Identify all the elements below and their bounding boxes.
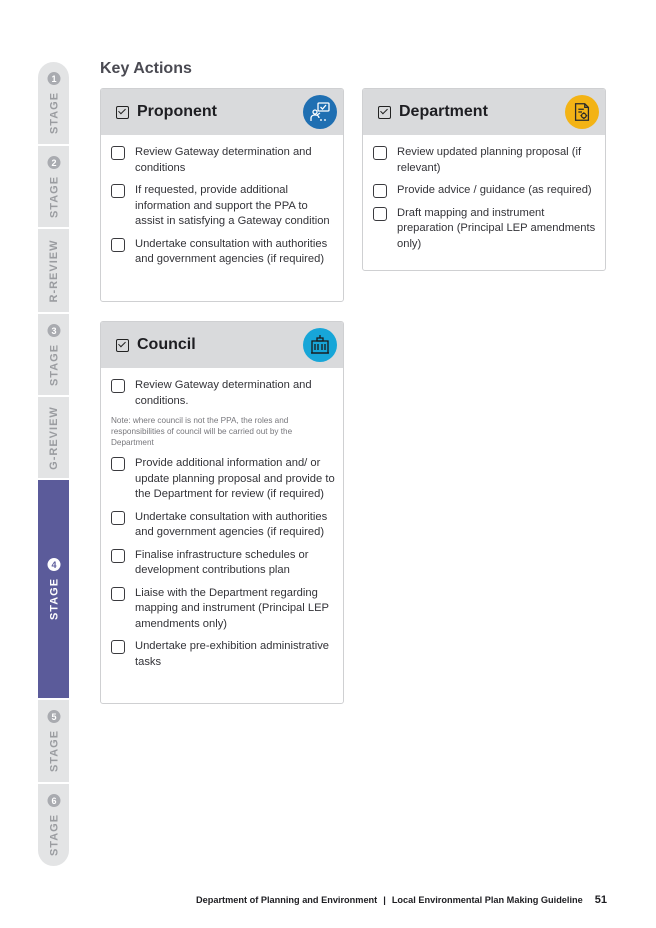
tab-r-review[interactable] (38, 229, 69, 312)
footer-doc-title: Local Environmental Plan Making Guideline (391, 895, 583, 905)
checkbox-icon (116, 339, 129, 352)
item-text: If requested, provide additional information and support the PPA to assist in satisfying a Gateway condition (135, 184, 330, 227)
item-text: Finalise infrastructure schedules or development contributions plan (135, 548, 309, 576)
card-title: Department (399, 103, 488, 120)
tab-label: STAGE (47, 175, 60, 218)
tab-stage-4[interactable] (38, 480, 69, 698)
card-title: Proponent (137, 103, 217, 120)
item-text: Liaise with the Department regarding mapping and instrument (Principal LEP amendments only) (135, 586, 329, 630)
tab-label: STAGE (47, 729, 60, 773)
checkbox[interactable] (111, 146, 125, 160)
tab-stage-6[interactable] (38, 784, 69, 866)
tab-label: G-REVIEW (47, 405, 60, 470)
tab-stage-2[interactable] (38, 146, 69, 227)
checkbox[interactable] (111, 511, 125, 525)
checkbox[interactable] (373, 207, 387, 221)
checklist-item[interactable] (111, 639, 335, 670)
item-text: Provide advice / guidance (as required) (397, 184, 592, 196)
item-text: Review updated planning proposal (if relevant) (397, 146, 582, 174)
presenter-icon (303, 95, 337, 129)
checkbox[interactable] (111, 184, 125, 198)
card-header (101, 89, 343, 135)
tab-stage-5[interactable] (38, 700, 69, 782)
checkbox[interactable] (111, 549, 125, 563)
card-header (363, 89, 605, 135)
tab-stage-1[interactable] (38, 62, 69, 144)
checkbox-icon (116, 106, 129, 119)
footer-separator: | (383, 895, 386, 905)
item-text: Undertake consultation with authorities and government agencies (if required) (135, 237, 328, 265)
checklist-item[interactable] (373, 145, 597, 176)
checklist-item[interactable] (111, 510, 335, 541)
tab-label: STAGE (47, 91, 60, 135)
department-card (362, 88, 606, 271)
tab-number: 4 (47, 558, 60, 571)
checklist-item[interactable] (111, 586, 335, 633)
checkbox[interactable] (111, 238, 125, 252)
tab-number: 6 (47, 794, 60, 807)
card-header (101, 322, 343, 368)
council-note: Note: where council is not the PPA, the roles and responsibilities of council will be carried out by the Department (111, 416, 293, 447)
checklist-item[interactable] (111, 456, 335, 503)
tab-number: 5 (47, 710, 60, 723)
council-building-icon (303, 328, 337, 362)
footer-org: Department of Planning and Environment (196, 895, 378, 905)
tab-label: STAGE (47, 577, 60, 621)
checklist-item[interactable] (111, 183, 335, 230)
council-card (100, 321, 344, 704)
tab-stage-3[interactable] (38, 314, 69, 395)
item-text: Review Gateway determination and conditions (135, 146, 312, 174)
tab-number: 1 (47, 72, 60, 85)
checklist-item[interactable] (111, 378, 335, 409)
checklist-item[interactable] (111, 237, 335, 268)
item-text: Review Gateway determination and conditions. (135, 379, 312, 407)
tab-number: 2 (47, 155, 60, 168)
tab-label: R-REVIEW (47, 239, 60, 302)
tab-label: STAGE (47, 813, 60, 857)
checklist-item[interactable] (373, 183, 597, 199)
item-text: Undertake consultation with authorities and government agencies (if required) (135, 510, 328, 538)
card-title: Council (137, 336, 196, 353)
tab-label: STAGE (47, 343, 60, 386)
tab-number: 3 (47, 323, 60, 336)
item-text: Provide additional information and/ or update planning proposal and provide to the Department for review (if required) (135, 457, 335, 500)
item-text: Draft mapping and instrument preparation (Principal LEP amendments only) (397, 206, 596, 250)
checkbox[interactable] (373, 184, 387, 198)
checkbox[interactable] (111, 640, 125, 654)
checklist-item[interactable] (111, 145, 335, 176)
item-text: Undertake pre-exhibition administrative tasks (135, 640, 330, 668)
checkbox[interactable] (111, 457, 125, 471)
document-gear-icon (565, 95, 599, 129)
checkbox[interactable] (111, 379, 125, 393)
proponent-card (100, 88, 344, 302)
page-footer (196, 894, 607, 906)
tab-g-review[interactable] (38, 397, 69, 478)
checkbox[interactable] (111, 587, 125, 601)
checklist-item[interactable] (373, 206, 597, 253)
checklist-item[interactable] (111, 548, 335, 579)
page-number: 51 (594, 894, 607, 906)
page-heading: Key Actions (100, 60, 192, 77)
checkbox-icon (378, 106, 391, 119)
checkbox[interactable] (373, 146, 387, 160)
